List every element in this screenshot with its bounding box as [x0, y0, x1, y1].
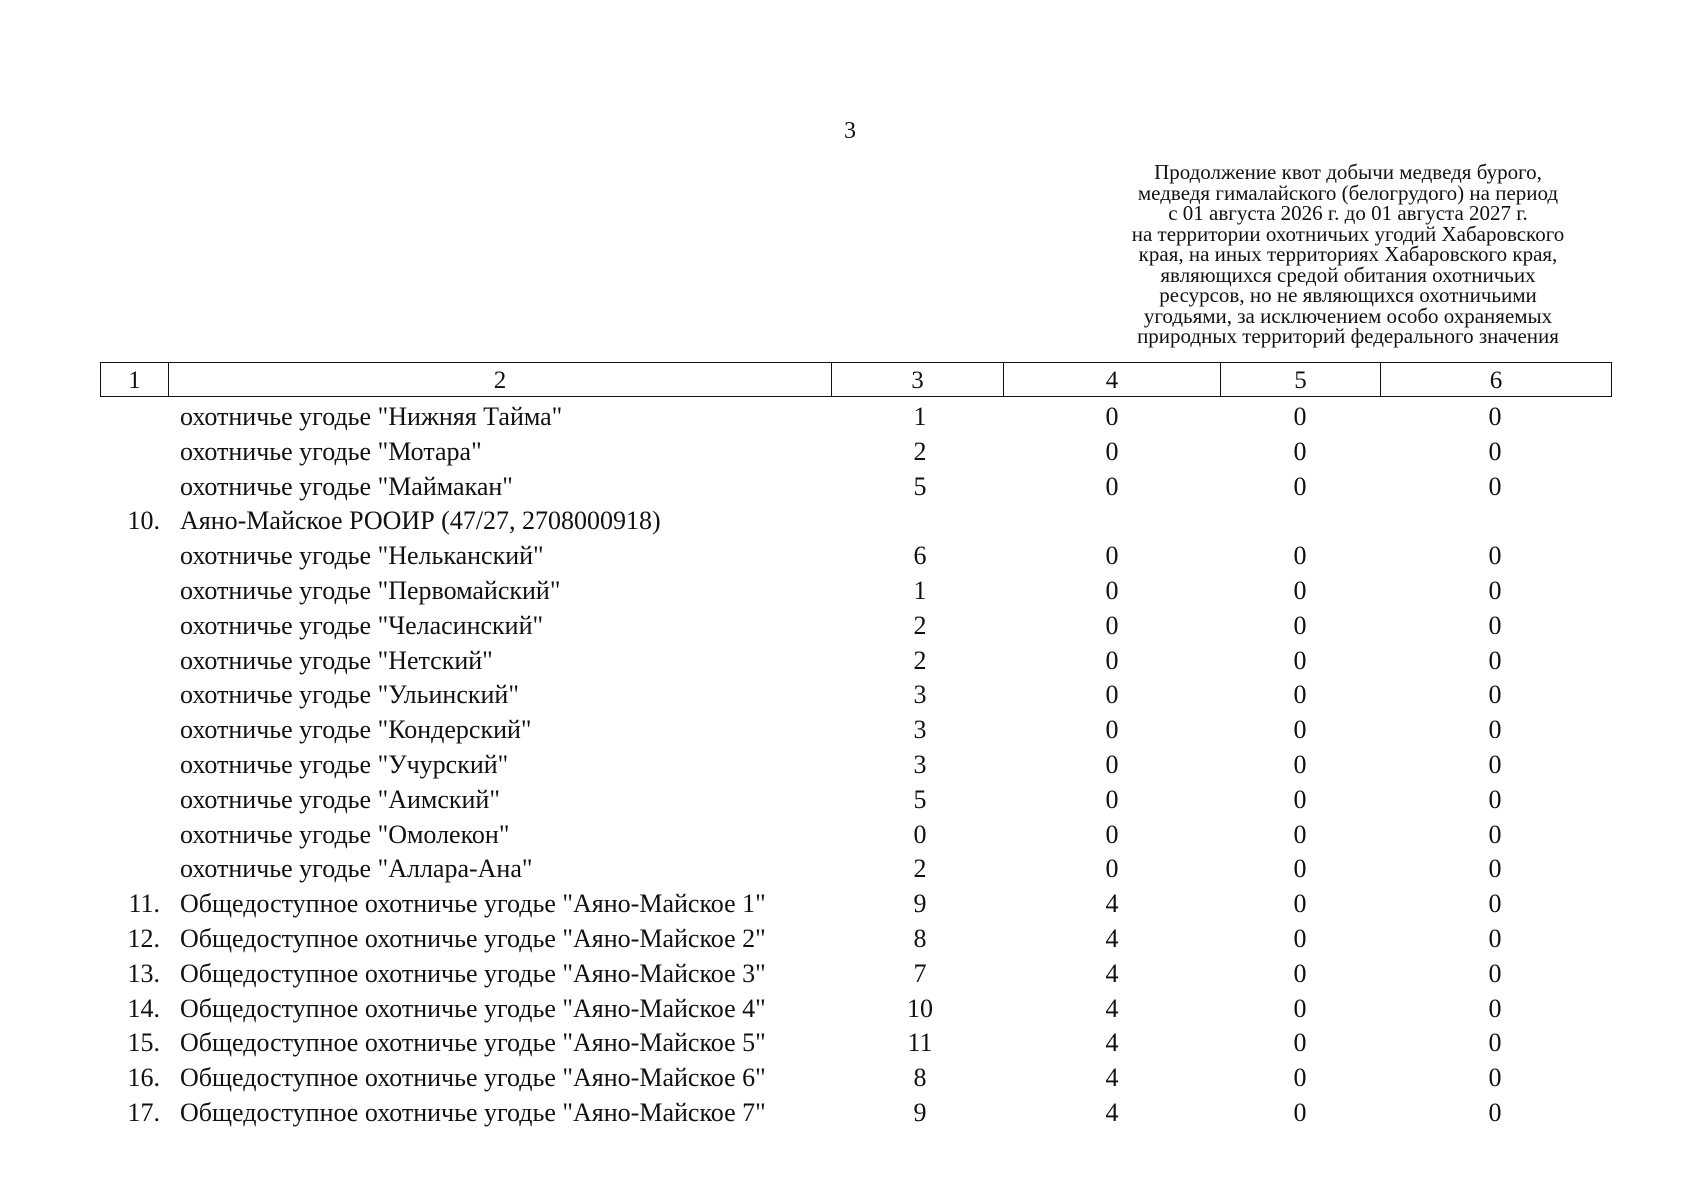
page-number: 3 [844, 118, 856, 144]
cell-col-6: 0 [1488, 471, 1502, 501]
table-row [0, 887, 1698, 922]
cell-col-6: 0 [1488, 715, 1502, 745]
cell-col-4: 4 [1105, 889, 1119, 919]
cell-col-3: 3 [913, 680, 927, 710]
document-heading [1058, 162, 1638, 347]
cell-col-6: 0 [1488, 680, 1502, 710]
row-number: 16. [127, 1063, 160, 1093]
cell-col-4: 0 [1105, 854, 1119, 884]
cell-col-5: 0 [1293, 610, 1307, 640]
cell-col-5: 0 [1293, 436, 1307, 466]
cell-col-5: 0 [1293, 1097, 1307, 1127]
cell-col-5: 0 [1293, 854, 1307, 884]
row-name: охотничье угодье "Аимский" [180, 784, 500, 814]
table-row [0, 1096, 1698, 1131]
row-number: 10. [127, 506, 160, 536]
table-row [0, 644, 1698, 679]
cell-col-5: 0 [1293, 715, 1307, 745]
cell-col-4: 0 [1105, 749, 1119, 779]
cell-col-4: 4 [1105, 958, 1119, 988]
cell-col-4: 0 [1105, 610, 1119, 640]
cell-col-6: 0 [1488, 610, 1502, 640]
cell-col-6: 0 [1488, 923, 1502, 953]
cell-col-5: 0 [1293, 889, 1307, 919]
cell-col-3: 0 [913, 819, 927, 849]
cell-col-4: 0 [1105, 680, 1119, 710]
row-name: охотничье угодье "Ульинский" [180, 680, 519, 710]
row-number: 14. [127, 993, 160, 1023]
table-row [0, 852, 1698, 887]
row-name: охотничье угодье "Нельканский" [180, 541, 544, 571]
row-name: охотничье угодье "Кондерский" [180, 715, 532, 745]
row-name: Общедоступное охотничье угодье "Аяно-Майское 5" [180, 1028, 766, 1058]
column-header-4: 4 [1004, 363, 1221, 397]
cell-col-6: 0 [1488, 784, 1502, 814]
cell-col-6: 0 [1488, 1063, 1502, 1093]
row-name: Аяно-Майское РООИР (47/27, 2708000918) [180, 506, 661, 536]
cell-col-5: 0 [1293, 575, 1307, 605]
row-name: охотничье угодье "Челасинский" [180, 610, 544, 640]
heading-line: медведя гималайского (белогрудого) на период [1137, 180, 1559, 205]
table-row [0, 435, 1698, 470]
cell-col-4: 4 [1105, 1028, 1119, 1058]
cell-col-4: 0 [1105, 541, 1119, 571]
cell-col-5: 0 [1293, 1063, 1307, 1093]
table-body [0, 400, 1698, 1131]
cell-col-6: 0 [1488, 819, 1502, 849]
cell-col-3: 9 [913, 889, 927, 919]
row-name: охотничье угодье "Мотара" [180, 436, 482, 466]
cell-col-3: 9 [913, 1097, 927, 1127]
row-number: 11. [128, 889, 160, 919]
heading-line: являющихся средой обитания охотничьих [1160, 262, 1536, 287]
cell-col-5: 0 [1293, 645, 1307, 675]
row-name: Общедоступное охотничье угодье "Аяно-Майское 3" [180, 958, 766, 988]
cell-col-5: 0 [1293, 471, 1307, 501]
row-name: охотничье угодье "Нетский" [180, 645, 493, 675]
cell-col-4: 0 [1105, 436, 1119, 466]
cell-col-5: 0 [1293, 993, 1307, 1023]
table-row [0, 783, 1698, 818]
table-row [0, 609, 1698, 644]
cell-col-3: 3 [913, 715, 927, 745]
row-name: Общедоступное охотничье угодье "Аяно-Майское 7" [180, 1097, 766, 1127]
cell-col-4: 0 [1105, 715, 1119, 745]
cell-col-5: 0 [1293, 923, 1307, 953]
cell-col-5: 0 [1293, 1028, 1307, 1058]
cell-col-6: 0 [1488, 993, 1502, 1023]
column-header-2: 2 [169, 363, 832, 397]
table-row [0, 539, 1698, 574]
cell-col-4: 4 [1105, 923, 1119, 953]
cell-col-6: 0 [1488, 1097, 1502, 1127]
cell-col-3: 11 [907, 1028, 933, 1058]
cell-col-3: 2 [913, 610, 927, 640]
cell-col-3: 2 [913, 854, 927, 884]
column-header-3: 3 [832, 363, 1004, 397]
cell-col-3: 5 [913, 471, 927, 501]
cell-col-6: 0 [1488, 541, 1502, 571]
cell-col-3: 2 [913, 436, 927, 466]
table-row [0, 957, 1698, 992]
cell-col-3: 6 [913, 541, 927, 571]
row-name: охотничье угодье "Маймакан" [180, 471, 513, 501]
table-row [0, 748, 1698, 783]
row-name: Общедоступное охотничье угодье "Аяно-Майское 2" [180, 923, 766, 953]
row-name: охотничье угодье "Первомайский" [180, 575, 561, 605]
cell-col-4: 4 [1105, 993, 1119, 1023]
column-header-table [100, 362, 1612, 397]
cell-col-6: 0 [1488, 958, 1502, 988]
cell-col-5: 0 [1293, 819, 1307, 849]
table-row [0, 818, 1698, 853]
cell-col-6: 0 [1488, 854, 1502, 884]
heading-line: края, на иных территориях Хабаровского края, [1138, 242, 1558, 266]
cell-col-5: 0 [1293, 958, 1307, 988]
cell-col-4: 0 [1105, 784, 1119, 814]
table-row [0, 1026, 1698, 1061]
cell-col-3: 5 [913, 784, 927, 814]
heading-line: на территории охотничьих угодий Хабаровского [1131, 221, 1565, 246]
row-name: Общедоступное охотничье угодье "Аяно-Майское 6" [180, 1063, 766, 1093]
cell-col-4: 4 [1105, 1063, 1119, 1093]
cell-col-5: 0 [1293, 541, 1307, 571]
cell-col-3: 7 [913, 958, 927, 988]
cell-col-3: 2 [913, 645, 927, 675]
table-row [0, 470, 1698, 505]
heading-line: Продолжение квот добычи медведя бурого, [1154, 160, 1542, 184]
cell-col-5: 0 [1293, 784, 1307, 814]
cell-col-5: 0 [1293, 680, 1307, 710]
row-name: охотничье угодье "Омолекон" [180, 819, 510, 849]
cell-col-5: 0 [1293, 402, 1307, 431]
heading-line: природных территорий федерального значения [1137, 324, 1559, 348]
table-row [0, 574, 1698, 609]
cell-col-4: 0 [1105, 471, 1119, 501]
row-number: 17. [127, 1097, 160, 1127]
table-row [0, 922, 1698, 957]
cell-col-6: 0 [1488, 645, 1502, 675]
row-name: охотничье угодье "Нижняя Тайма" [180, 402, 563, 431]
cell-col-5: 0 [1293, 749, 1307, 779]
cell-col-3: 3 [913, 749, 927, 779]
row-number: 13. [127, 958, 160, 988]
cell-col-6: 0 [1488, 402, 1502, 431]
table-row [0, 1061, 1698, 1096]
cell-col-6: 0 [1488, 1028, 1502, 1058]
table-row [0, 504, 1698, 539]
cell-col-4: 0 [1105, 575, 1119, 605]
cell-col-6: 0 [1488, 436, 1502, 466]
table-row [0, 678, 1698, 713]
cell-col-6: 0 [1488, 749, 1502, 779]
row-number: 12. [127, 923, 160, 953]
cell-col-3: 8 [913, 1063, 927, 1093]
row-name: Общедоступное охотничье угодье "Аяно-Майское 4" [180, 993, 766, 1023]
table-row [0, 992, 1698, 1027]
cell-col-3: 10 [907, 993, 933, 1023]
cell-col-3: 8 [913, 923, 927, 953]
cell-col-3: 1 [913, 402, 927, 431]
table-row [0, 400, 1698, 435]
cell-col-4: 4 [1105, 1097, 1119, 1127]
cell-col-3: 1 [913, 575, 927, 605]
cell-col-4: 0 [1105, 645, 1119, 675]
row-name: Общедоступное охотничье угодье "Аяно-Майское 1" [180, 889, 766, 919]
cell-col-6: 0 [1488, 575, 1502, 605]
cell-col-4: 0 [1105, 402, 1119, 431]
column-header-row [101, 363, 1612, 397]
cell-col-6: 0 [1488, 889, 1502, 919]
table-row [0, 713, 1698, 748]
heading-line: ресурсов, но не являющихся охотничьими [1159, 283, 1537, 307]
column-header-1: 1 [101, 363, 169, 397]
column-header-6: 6 [1381, 363, 1612, 397]
cell-col-4: 0 [1105, 819, 1119, 849]
row-name: охотничье угодье "Учурский" [180, 749, 509, 779]
row-name: охотничье угодье "Аллара-Ана" [180, 854, 533, 884]
heading-line: угодьями, за исключением особо охраняемых [1143, 303, 1553, 328]
column-header-5: 5 [1221, 363, 1381, 397]
heading-line: с 01 августа 2026 г. до 01 августа 2027 г. [1168, 201, 1528, 225]
row-number: 15. [127, 1028, 160, 1058]
